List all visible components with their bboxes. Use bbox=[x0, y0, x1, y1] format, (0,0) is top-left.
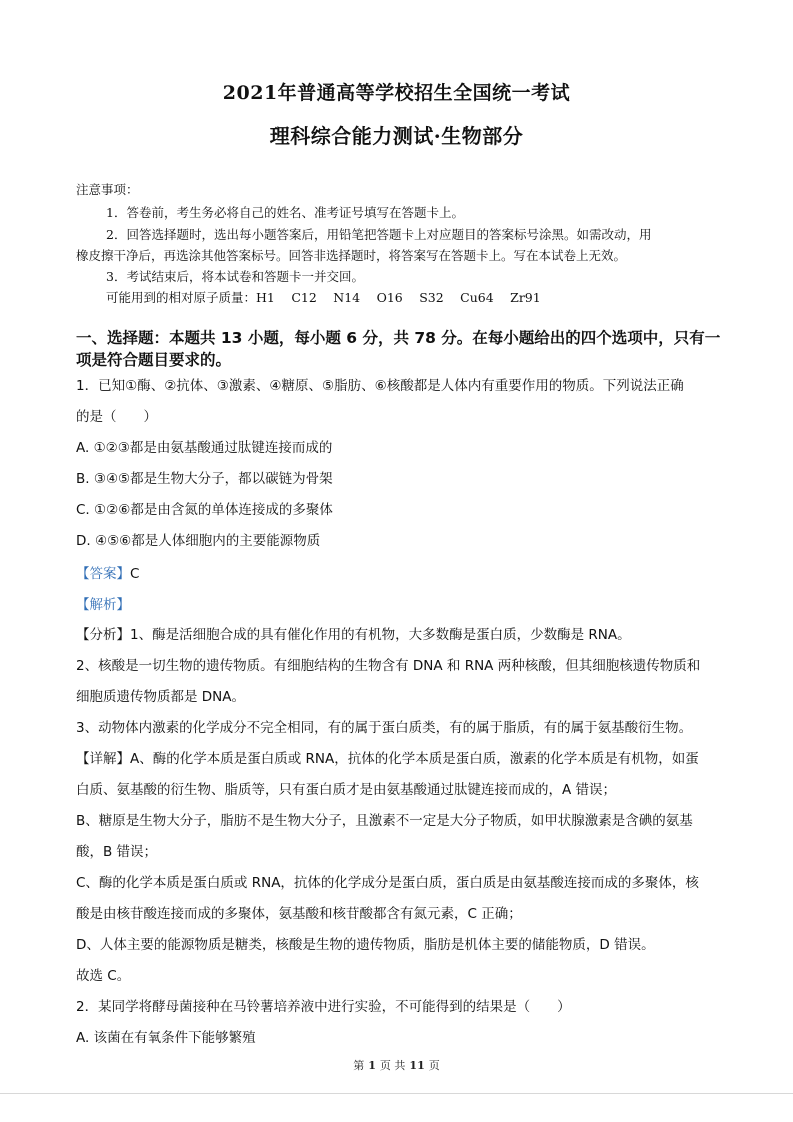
notice-item: 3．考试结束后，将本试卷和答题卡一并交回。 bbox=[106, 269, 364, 284]
analysis-line: D、人体主要的能源物质是糖类，核酸是生物的遗传物质，脂肪是机体主要的储能物质，D 错误。 bbox=[76, 937, 655, 953]
notice-item: 橡皮擦干净后，再选涂其他答案标号。回答非选择题时，将答案写在答题卡上。写在本试卷上无效。 bbox=[76, 248, 627, 263]
question-1-option-b: B. ③④⑤都是生物大分子，都以碳链为骨架 bbox=[76, 471, 333, 487]
analysis-line: 细胞质遗传物质都是 DNA。 bbox=[76, 689, 246, 705]
analysis-line: B、糖原是生物大分子，脂肪不是生物大分子，且激素不一定是大分子物质，如甲状腺激素是含碘的氨基 bbox=[76, 813, 693, 829]
analysis-line: 酸，B 错误； bbox=[76, 844, 158, 860]
answer-label: 【答案】 bbox=[76, 566, 130, 582]
notice-item: 1．答卷前，考生务必将自己的姓名、准考证号填写在答题卡上。 bbox=[106, 205, 464, 220]
analysis-line: C、酶的化学本质是蛋白质或 RNA，抗体的化学成分是蛋白质，蛋白质是由氨基酸连接而成的多聚体，核 bbox=[76, 875, 699, 891]
page-number: 1 bbox=[368, 1059, 376, 1072]
analysis-label: 【解析】 bbox=[76, 597, 130, 613]
question-2-stem: 2．某同学将酵母菌接种在马铃薯培养液中进行实验，不可能得到的结果是（ ） bbox=[76, 999, 571, 1015]
footer-prefix: 第 bbox=[353, 1059, 365, 1072]
analysis-line: 【分析】1、酶是活细胞合成的具有催化作用的有机物，大多数酶是蛋白质，少数酶是 RNA。 bbox=[76, 627, 631, 643]
page-footer bbox=[0, 1057, 793, 1073]
exam-subtitle: 理科综合能力测试·生物部分 bbox=[269, 124, 524, 148]
atomic-masses: 可能用到的相对原子质量：H1 C12 N14 O16 S32 Cu64 Zr91 bbox=[106, 290, 541, 305]
analysis-line: 【详解】A、酶的化学本质是蛋白质或 RNA，抗体的化学本质是蛋白质，激素的化学本质是有机物，如蛋 bbox=[76, 751, 699, 767]
notice-item: 2．回答选择题时，选出每小题答案后，用铅笔把答题卡上对应题目的答案标号涂黑。如需改动，用 bbox=[106, 227, 652, 242]
answer-line bbox=[76, 562, 139, 582]
question-1-stem: 的是（ ） bbox=[76, 409, 157, 425]
footer-suffix: 页 bbox=[428, 1059, 440, 1072]
question-2-option-a: A. 该菌在有氧条件下能够繁殖 bbox=[76, 1030, 256, 1046]
question-1-option-a: A. ①②③都是由氨基酸通过肽键连接而成的 bbox=[76, 440, 333, 456]
analysis-line: 故选 C。 bbox=[76, 968, 131, 984]
page-total: 11 bbox=[409, 1059, 425, 1072]
question-1-option-c: C. ①②⑥都是由含氮的单体连接成的多聚体 bbox=[76, 502, 333, 518]
answer-value: C bbox=[130, 566, 140, 582]
analysis-line: 2、核酸是一切生物的遗传物质。有细胞结构的生物含有 DNA 和 RNA 两种核酸，但其细胞核遗传物质和 bbox=[76, 658, 701, 674]
question-1-stem: 1．已知①酶、②抗体、③激素、④糖原、⑤脂肪、⑥核酸都是人体内有重要作用的物质。下列说法正确 bbox=[76, 378, 684, 394]
section-heading: 项是符合题目要求的。 bbox=[76, 351, 232, 369]
analysis-line: 3、动物体内激素的化学成分不完全相同，有的属于蛋白质类，有的属于脂质，有的属于氨基酸衍生物。 bbox=[76, 720, 693, 736]
notice-heading: 注意事项： bbox=[76, 182, 139, 197]
question-1-option-d: D. ④⑤⑥都是人体细胞内的主要能源物质 bbox=[76, 533, 321, 549]
section-heading: 一、选择题：本题共 13 小题，每小题 6 分，共 78 分。在每小题给出的四个选项中，只有一 bbox=[76, 329, 721, 347]
footer-middle: 页 共 bbox=[379, 1059, 406, 1072]
analysis-line: 白质、氨基酸的衍生物、脂质等，只有蛋白质才是由氨基酸通过肽键连接而成的，A 错误； bbox=[76, 782, 617, 798]
bottom-divider bbox=[0, 1093, 793, 1094]
analysis-line: 酸是由核苷酸连接而成的多聚体，氨基酸和核苷酸都含有氮元素，C 正确； bbox=[76, 906, 522, 922]
exam-title: 2021年普通高等学校招生全国统一考试 bbox=[222, 82, 571, 104]
